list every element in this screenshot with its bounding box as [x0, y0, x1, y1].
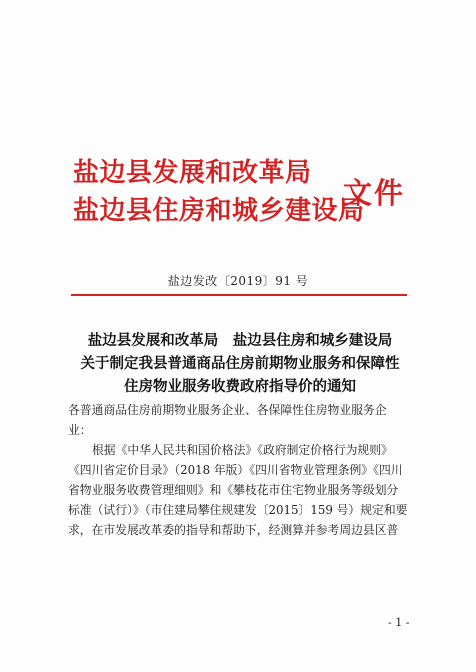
- notice-title: [60, 330, 420, 399]
- paragraph-line-4: 标准（试行）》（市住建局攀住规建发〔2015〕159 号）规定和要: [68, 503, 408, 517]
- addressee-line-2: 业：: [68, 423, 92, 437]
- title-line-3: 住房物业服务收费政府指导价的通知: [124, 379, 356, 395]
- paragraph-line-1: 根据《中华人民共和国价格法》《政府制定价格行为规则》: [92, 443, 393, 457]
- issuer-name-2: 盐边县住房和城乡建设局: [73, 196, 365, 226]
- document-number: 盐边发改〔2019〕91 号: [167, 274, 309, 288]
- document-label: 文件: [343, 176, 406, 210]
- issuer-name-1: 盐边县发展和改革局: [73, 158, 312, 188]
- paragraph-line-5: 求，在市发展改革委的指导和帮助下，经测算并参考周边县区普: [68, 523, 399, 537]
- paragraph-line-3: 省物业服务收费管理细则》和《攀枝花市住宅物业服务等级划分: [68, 483, 399, 497]
- red-divider-line: [71, 294, 407, 296]
- title-line-2: 关于制定我县普通商品住房前期物业服务和保障性: [80, 356, 400, 372]
- addressee-line-1: 各普通商品住房前期物业服务企业、各保障性住房物业服务企: [68, 403, 387, 417]
- body-text: [68, 400, 412, 540]
- issuer-block: [73, 154, 365, 230]
- page-number: - 1 -: [388, 616, 410, 629]
- title-line-1: 盐边县发展和改革局 盐边县住房和城乡建设局: [87, 333, 393, 349]
- paragraph-line-2: 《四川省定价目录》（2018 年版）《四川省物业管理条例》《四川: [68, 463, 403, 477]
